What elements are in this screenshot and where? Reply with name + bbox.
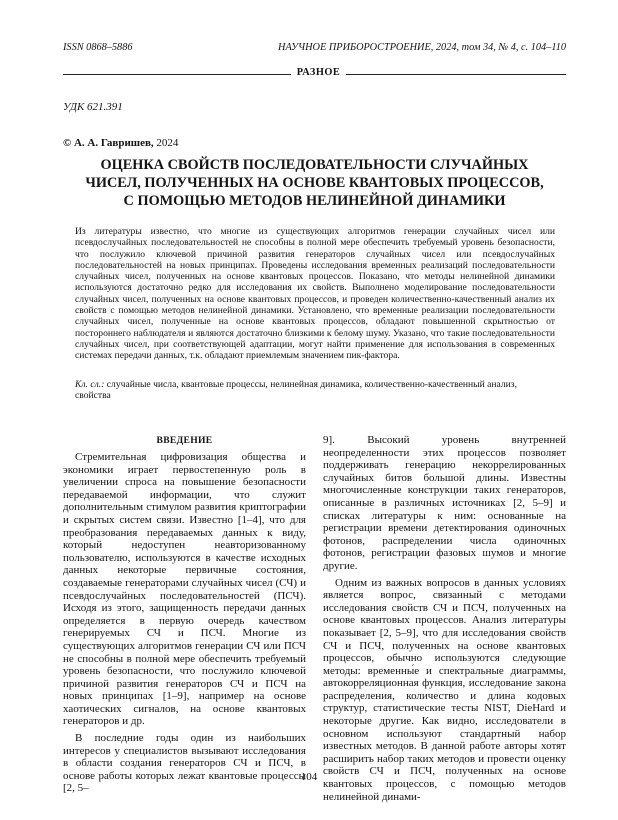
paragraph: 9]. Высокий уровень внутренней неопределенности этих процессов позволяет поддерживать генерацию некоррелированных случайных битов большой длины. Известны многочисленные конструкции таких генераторов, описанные в различных источниках [2, 5–9] и списках литературы к ним: основанные на регистрации времени детектирования одиночных фотонов, распределении числа одиночных фотонов, регистрации фазовых шумов и многие другие. bbox=[323, 434, 566, 572]
paragraph: Стремительная цифровизация общества и экономики играет первостепенную роль в увеличении спроса на повышение безопасности передаваемой информации, что служит дополнительным стимулом развития криптографии и скрытых систем связи. Известно [1–4], что для преобразования передаваемых данных к виду, который недоступен неавторизованному пользователю, используются в качестве исходных данных некоторые первичные состояния, создаваемые генераторами случайных чисел (СЧ) и псевдослучайных последовательностей (ПСЧ). Исходя из этого, защищенность передачи данных определяется в первую очередь качеством генерируемых СЧ и ПСЧ. Многие из существующих алгоритмов генерации СЧ или ПСЧ не способны в полной мере обеспечить требуемый уровень безопасности, что послужило ключевой причиной развития генераторов СЧ и ПСЧ на новых принципах [1–9], например на основе хаотических сигналов, на основе квантовых генераторов и др. bbox=[63, 451, 306, 728]
copyright-icon: © bbox=[63, 137, 72, 149]
paragraph: Одним из важных вопросов в данных условиях является вопрос, связанный с методами исследования свойств СЧ и ПСЧ, полученных на основе квантовых процессов. Анализ литературы показывает [2, 5–9], что для исследования свойств СЧ и ПСЧ, полученных на основе квантовых процессов, обычно используются следующие методы: временны́е и спектральные диаграммы, автокорреляционная функция, исследование закона распределения, количество и длина кодовых структур, статистические тесты NIST, DieHard и некоторые другие. Как видно, исследователи в основном используют стандартный набор известных методов. В данной работе авторы хотят расширить набор таких методов и провести оценку свойств СЧ и ПСЧ, полученных на основе квантовых процессов, с помощью методов нелинейной динами- bbox=[323, 576, 566, 803]
author-name: А. А. Гавришев, bbox=[73, 137, 154, 149]
page-number: 104 bbox=[300, 771, 318, 783]
paragraph: В последние годы один из наибольших интересов у специалистов вызывают исследования в области создания генераторов СЧ и ПСЧ, в основе работы которых лежат квантовые процессы [2, 5– bbox=[63, 732, 306, 795]
udc-code: УДК 621.391 bbox=[63, 101, 123, 113]
article-title bbox=[63, 156, 566, 210]
author-line bbox=[63, 137, 178, 149]
left-column bbox=[63, 451, 306, 795]
abstract: Из литературы известно, что многие из существующих алгоритмов генерации случайных чисел или псевдослучайных последовательностей не способны в полной мере обеспечить требуемый уровень безопасности, что послужило ключевой причиной развития генераторов случайных чисел или псевдослучайных последовательностей на новых принципах. Проведены исследования временных реализаций последовательности случайных чисел, полученных на основе квантовых процессов. Показано, что методы нелинейной динамики используются достаточно редко для исследования их свойств. Выполнено моделирование последовательности случайных чисел, полученных на основе квантовых процессов, и проведен количественно-качественный анализ их свойств с помощью методов нелинейной динамики. Установлено, что временные реализации последовательности случайных чисел, полученные на основе квантовых процессов, обладают повышенной скрытностью от постороннего наблюдателя и являются достаточно близкими к белому шуму. Указано, что такие последовательности случайных чисел, при соответствующей адаптации, могут найти применение для использования в современных системах передачи данных, т.к. обладают приемлемым значением пик-фактора. bbox=[75, 226, 555, 362]
title-line: ОЦЕНКА СВОЙСТВ ПОСЛЕДОВАТЕЛЬНОСТИ СЛУЧАЙНЫХ bbox=[100, 157, 529, 173]
header-rule-right bbox=[346, 74, 566, 75]
section-heading-introduction: ВВЕДЕНИЕ bbox=[156, 435, 213, 446]
author-year: 2024 bbox=[156, 137, 179, 149]
title-line: ЧИСЕЛ, ПОЛУЧЕННЫХ НА ОСНОВЕ КВАНТОВЫХ ПРОЦЕССОВ, bbox=[85, 175, 544, 191]
keywords-label: Кл. сл.: bbox=[75, 379, 105, 390]
title-line: С ПОМОЩЬЮ МЕТОДОВ НЕЛИНЕЙНОЙ ДИНАМИКИ bbox=[123, 193, 506, 209]
section-tag: РАЗНОЕ bbox=[296, 67, 341, 78]
right-column bbox=[323, 434, 566, 803]
journal-issn: ISSN 0868–5886 bbox=[63, 42, 133, 53]
header-rule-left bbox=[63, 74, 291, 75]
keywords bbox=[75, 379, 555, 402]
keywords-text: случайные числа, квантовые процессы, нелинейная динамика, количественно-качественный анализ, свойства bbox=[75, 379, 517, 402]
journal-citation: НАУЧНОЕ ПРИБОРОСТРОЕНИЕ, 2024, том 34, № 4, с. 104–110 bbox=[278, 42, 566, 53]
